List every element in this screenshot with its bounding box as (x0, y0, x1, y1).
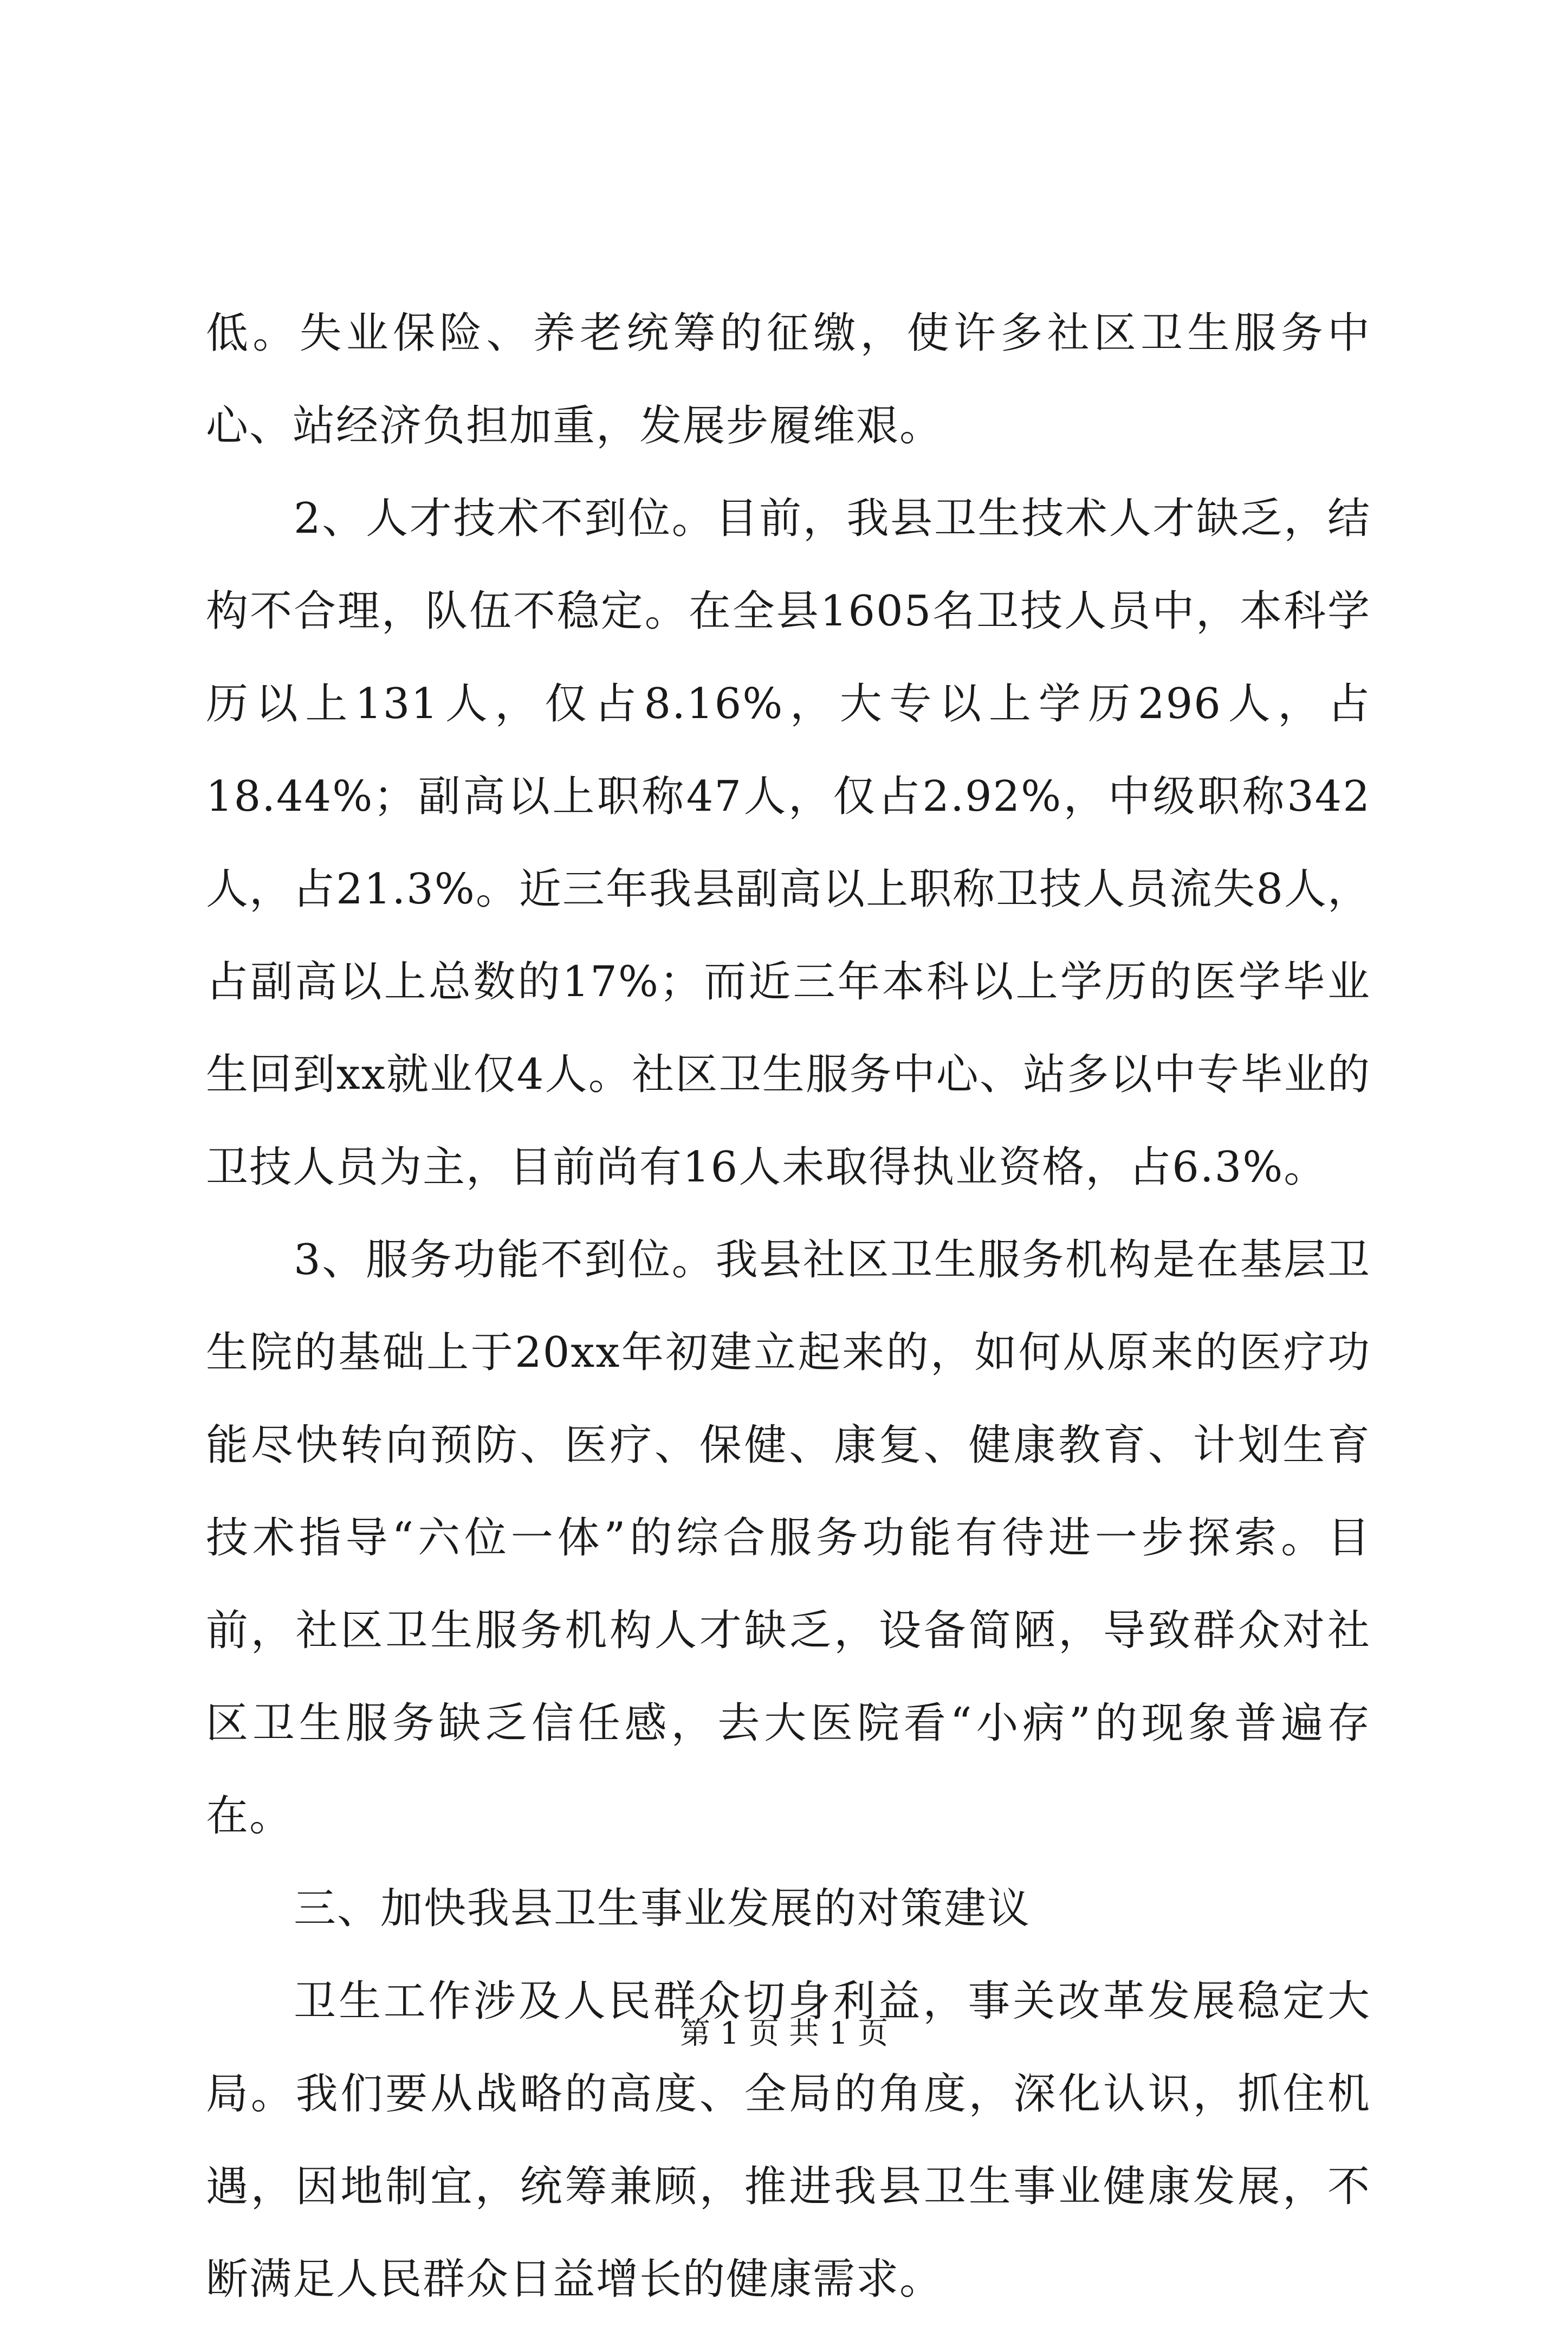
section-heading: 三、加快我县卫生事业发展的对策建议 (294, 1884, 1031, 1933)
page-number-footer: 第 1 页 共 1 页 (679, 2016, 889, 2051)
paragraph-suggestions: 卫生工作涉及人民群众切身利益，事关改革发展稳定大局。我们要从战略的高度、全局的角度，深化认识，抓住机遇，因地制宜，统筹兼顾，推进我县卫生事业健康发展，不断满足人民群众日益增长的健康需求。 (206, 1977, 1371, 2304)
paragraph-service: 3、服务功能不到位。我县社区卫生服务机构是在基层卫生院的基础上于20xx年初建立起来的，如何从原来的医疗功能尽快转向预防、医疗、保健、康复、健康教育、计划生育技术指导“六位一体”的综合服务功能有待进一步探索。目前，社区卫生服务机构人才缺乏，设备简陋，导致群众对社区卫生服务缺乏信任感，去大医院看“小病”的现象普遍存在。 (206, 1236, 1371, 1840)
paragraph-talent: 2、人才技术不到位。目前，我县卫生技术人才缺乏，结构不合理，队伍不稳定。在全县1605名卫技人员中，本科学历以上131人，仅占8.16%，大专以上学历296人，占18.44%；副高以上职称47人，仅占2.92%，中级职称342人，占21.3%。近三年我县副高以上职称卫技人员流失8人，占副高以上总数的17%；而近三年本科以上学历的医学毕业生回到xx就业仅4人。社区卫生服务中心、站多以中专毕业的卫技人员为主，目前尚有16人未取得执业资格，占6.3%。 (206, 494, 1371, 1192)
paragraph-continuation: 低。失业保险、养老统筹的征缴，使许多社区卫生服务中心、站经济负担加重，发展步履维艰。 (206, 309, 1371, 450)
